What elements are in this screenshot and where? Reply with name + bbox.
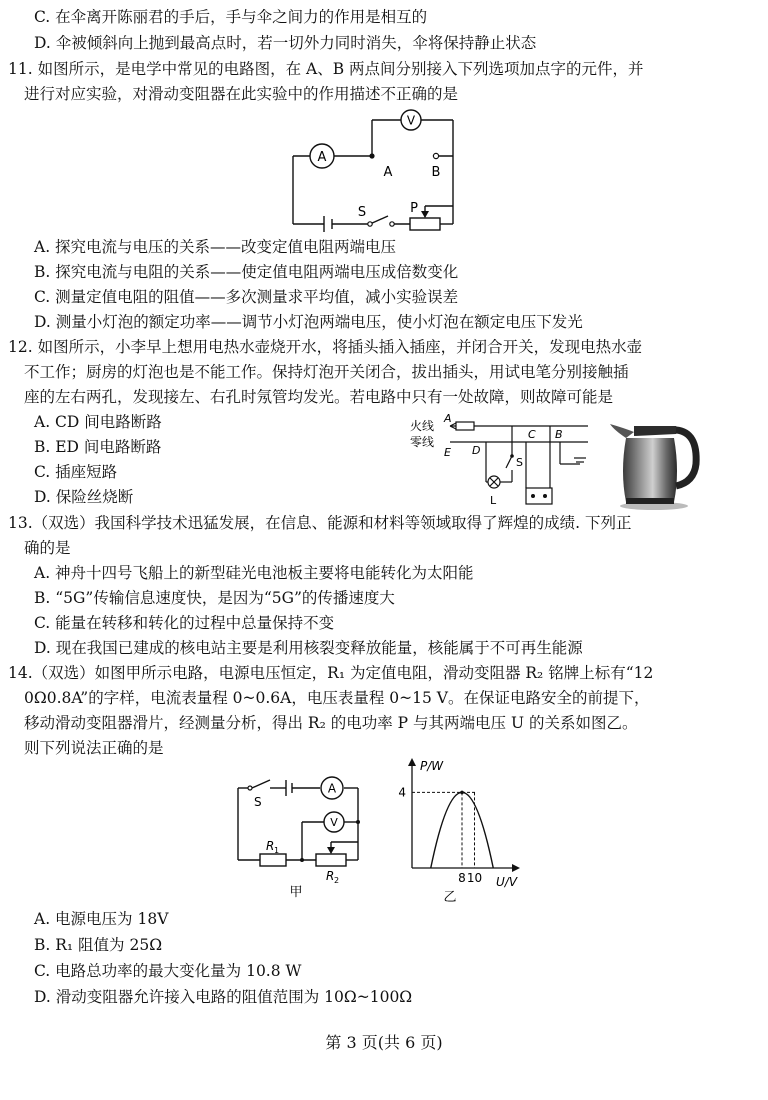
- q14-option-d: D. 滑动变阻器允许接入电路的阻值范围为 10Ω~100Ω: [34, 988, 413, 1006]
- q10-option-d: D. 伞被倾斜向上抛到最高点时，若一切外力同时消失，伞将保持静止状态: [34, 34, 537, 52]
- q14-option-a: A. 电源电压为 18V: [34, 910, 169, 928]
- q11-option-c: C. 测量定值电阻的阻值——多次测量求平均值，减小实验误差: [34, 288, 459, 306]
- q14-option-b: B. R₁ 阻值为 25Ω: [34, 936, 163, 954]
- y-axis-label: P/W: [420, 759, 444, 773]
- q13-option-a: A. 神舟十四号飞船上的新型硅光电池板主要将电能转化为太阳能: [34, 564, 474, 582]
- q14-option-c: C. 电路总功率的最大变化量为 10.8 W: [34, 962, 302, 980]
- switch-label: S: [254, 795, 262, 809]
- q12-stem-cont-2: 座的左右两孔，发现接左、右孔时氖管均发光。若电路中只有一处故障，则故障可能是: [24, 388, 614, 406]
- peak-point: [460, 791, 464, 795]
- r1-subscript: 1: [274, 846, 280, 855]
- r2-subscript: 2: [334, 876, 340, 885]
- q13-stem: 13.（双选）我国科学技术迅猛发展，在信息、能源和材料等领域取得了辉煌的成绩. 下列正: [8, 514, 632, 532]
- switch-label: S: [516, 456, 523, 469]
- point-a-label: A: [383, 165, 393, 180]
- q10-option-c: C. 在伞离开陈丽君的手后，手与伞之间力的作用是相互的: [34, 8, 428, 26]
- r1-label: R: [266, 839, 275, 853]
- x-tick-label: 8: [458, 871, 466, 885]
- q13-option-c: C. 能量在转移和转化的过程中总量保持不变: [34, 614, 335, 632]
- figure-yi-label: 乙: [443, 890, 457, 903]
- q12-option-a: A. CD 间电路断路: [34, 413, 162, 431]
- point-a-label: A: [444, 412, 452, 425]
- point-e-label: E: [444, 446, 451, 459]
- q11-circuit-diagram: [288, 106, 478, 232]
- q12-household-circuit-diagram: [410, 412, 600, 510]
- q11-option-d: D. 测量小灯泡的额定功率——调节小灯泡两端电压，使小灯泡在额定电压下发光: [34, 313, 583, 331]
- page-footer: 第 3 页(共 6 页): [325, 1033, 443, 1052]
- q11-option-a: A. 探究电流与电压的关系——改变定值电阻两端电压: [34, 238, 397, 256]
- q14-stem-cont-3: 则下列说法正确的是: [24, 739, 164, 757]
- q14-circuit-diagram-jia: [230, 770, 370, 902]
- r2-label: R: [326, 869, 335, 883]
- neutral-wire-label: 零线: [410, 435, 435, 449]
- q12-option-c: C. 插座短路: [34, 463, 118, 481]
- q12-option-d: D. 保险丝烧断: [34, 488, 134, 506]
- figure-jia-label: 甲: [289, 885, 303, 900]
- live-wire-label: 火线: [410, 419, 435, 433]
- q12-stem: 12. 如图所示，小李早上想用电热水壶烧开水，将插头插入插座，并闭合开关，发现电热水壶: [8, 338, 643, 356]
- point-b-label: B: [555, 428, 563, 441]
- q14-stem: 14.（双选）如图甲所示电路，电源电压恒定，R₁ 为定值电阻，滑动变阻器 R₂ 铭牌上标有“12: [8, 664, 654, 682]
- q13-option-d: D. 现在我国已建成的核电站主要是利用核裂变释放能量，核能属于不可再生能源: [34, 639, 583, 657]
- q13-option-b: B. “5G”传输信息速度快，是因为“5G”的传播速度大: [34, 589, 395, 607]
- q12-option-b: B. ED 间电路断路: [34, 438, 162, 456]
- ammeter-label: A: [327, 781, 337, 796]
- x-axis-label: U/V: [496, 875, 518, 889]
- q13-stem-cont: 确的是: [24, 539, 71, 557]
- q12-stem-cont-1: 不工作；厨房的灯泡也是不能工作。保持灯泡开关闭合，拔出插头，用试电笔分别接触插: [24, 363, 629, 381]
- electric-kettle-image: [604, 412, 704, 512]
- slider-label: P: [410, 201, 418, 216]
- q11-stem-cont: 进行对应实验，对滑动变阻器在此实验中的作用描述不正确的是: [24, 85, 459, 103]
- point-c-label: C: [528, 428, 536, 441]
- point-d-label: D: [472, 444, 481, 457]
- lamp-label: L: [490, 494, 497, 507]
- x-tick-label: 10: [466, 871, 483, 885]
- power-voltage-chart: [392, 758, 532, 903]
- q14-stem-cont-1: 0Ω0.8A”的字样，电流表量程 0~0.6A，电压表量程 0~15 V。在保证电路安全的前提下，: [24, 689, 650, 707]
- ammeter-label: A: [317, 150, 327, 165]
- voltmeter-label: V: [330, 816, 338, 829]
- point-b-label: B: [431, 165, 441, 180]
- q11-stem: 11. 如图所示，是电学中常见的电路图，在 A、B 两点间分别接入下列选项加点字的元件，并: [8, 60, 644, 78]
- q11-option-b: B. 探究电流与电阻的关系——使定值电阻两端电压成倍数变化: [34, 263, 459, 281]
- voltmeter-label: V: [406, 113, 416, 128]
- y-tick-label: 4: [398, 785, 406, 800]
- q14-stem-cont-2: 移动滑动变阻器滑片，经测量分析，得出 R₂ 的电功率 P 与其两端电压 U 的关系如图乙。: [24, 714, 638, 732]
- switch-label: S: [357, 205, 367, 220]
